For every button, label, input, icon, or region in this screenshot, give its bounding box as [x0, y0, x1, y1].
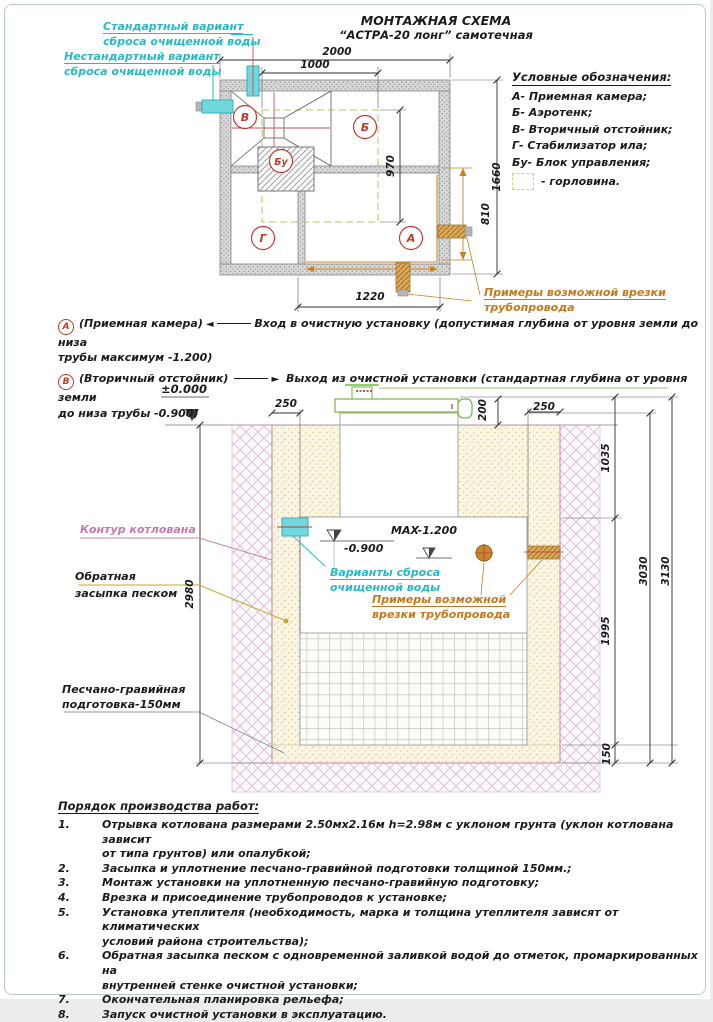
note-a-marker: А: [58, 319, 74, 335]
note-a-text-2: трубы максимум -1.200): [58, 351, 213, 365]
work-item-line: условий района строительства);: [102, 934, 309, 948]
work-item-7: [58, 993, 710, 1008]
note-a-name: (Приемная камера): [79, 317, 203, 330]
work-item-num: 4.: [58, 890, 70, 904]
label-section-tapping-1: [372, 594, 506, 607]
dim-3130: 3130: [660, 556, 672, 586]
legend-item-g: Г- Стабилизатор ила;: [512, 139, 648, 153]
drawing-title: МОНТАЖНАЯ СХЕМА: [360, 13, 512, 28]
work-item-num: 6.: [58, 949, 70, 963]
work-item-line: от типа грунтов) или опалубкой;: [102, 847, 311, 861]
level-zero-label: ±0.000: [161, 382, 208, 396]
dim-1660: 1660: [491, 162, 503, 192]
work-item-line: Монтаж установки на уплотненную песчано-гравийную подготовку;: [102, 876, 540, 890]
dim-250-left: 250: [275, 398, 297, 410]
dim-250-right: 250: [533, 401, 555, 413]
note-a-arrow-icon: ◄: [205, 319, 214, 330]
chamber-label-b: Б: [360, 121, 370, 134]
label-discharge-variants-2: очищенной воды: [330, 581, 441, 594]
note-b-marker: В: [58, 374, 74, 390]
dim-3030: 3030: [638, 556, 650, 586]
chamber-label-bu: Бу: [274, 157, 288, 168]
work-item-line: Засыпка и уплотнение песчано-гравийной подготовки толщиной 150мм.;: [102, 861, 572, 875]
work-item-num: 7.: [58, 993, 70, 1007]
note-b: [58, 371, 713, 420]
label-sand-base-2: подготовка-150мм: [62, 698, 181, 711]
note-a-text-1: Вход в очистную установку (допустимая глубина от уровня земли до низа: [58, 317, 699, 349]
label-pit-contour: Контур котлована: [80, 523, 196, 536]
work-item-num: 1.: [58, 818, 70, 831]
gorlovina-swatch-icon: [512, 173, 534, 190]
note-b-arrow-line: [234, 378, 268, 379]
label-standard-discharge-2: сброса очищенной воды: [103, 35, 261, 48]
work-item-num: 3.: [58, 876, 70, 890]
work-item-line: Окончательная планировка рельефа;: [102, 993, 344, 1007]
dim-200: 200: [477, 399, 489, 421]
work-item-4: [58, 891, 710, 906]
work-item-line: Врезка и присоединение трубопроводов к установке;: [102, 890, 448, 904]
legend: [512, 70, 673, 190]
work-item-6: [58, 949, 710, 993]
dim-1995: 1995: [600, 616, 612, 646]
chamber-label-v: В: [240, 111, 250, 124]
chamber-label-g: Г: [259, 232, 267, 245]
label-section-tapping-2: врезки трубопровода: [372, 608, 511, 621]
dim-810: 810: [480, 203, 492, 225]
dim-150: 150: [601, 743, 613, 765]
work-item-num: 2.: [58, 861, 70, 875]
note-b-name: (Вторичный отстойник): [79, 372, 229, 386]
label-backfill-2: засыпка песком: [75, 587, 178, 600]
work-item-line: Установка утеплителя (необходимость, марка и толщина утеплителя зависят от климатических: [102, 905, 619, 934]
label-nonstandard-discharge-text: Нестандартный вариант: [64, 50, 220, 63]
dim-2980: 2980: [184, 579, 196, 609]
note-a-arrow-line: [217, 323, 251, 324]
work-item-1: [58, 818, 710, 862]
legend-title: Условные обозначения:: [512, 70, 672, 84]
work-item-line: Обратная засыпка песком с одновременной заливкой водой до отметок, промаркированных на: [102, 949, 698, 977]
label-discharge-variants-text: Варианты сброса: [330, 566, 441, 579]
work-item-num: 8.: [58, 1007, 70, 1021]
work-item-num: 5.: [58, 905, 70, 919]
label-section-tapping-text: Примеры возможной: [372, 593, 507, 606]
work-item-2: [58, 862, 710, 877]
work-item-8: [58, 1008, 710, 1022]
note-b-arrow-icon: ►: [271, 374, 280, 386]
dim-1000: 1000: [300, 59, 330, 71]
label-plan-tapping-1: [484, 287, 666, 300]
note-b-text-2: до низа трубы -0.900): [58, 406, 199, 420]
notes-block: [58, 316, 713, 427]
work-item-line: Запуск очистной установки в эксплуатацию.: [102, 1007, 387, 1021]
legend-item-bu: Бу- Блок управления;: [512, 155, 651, 169]
label-plan-tapping-2: трубопровода: [484, 301, 575, 314]
dim-1220: 1220: [355, 291, 385, 303]
work-order-title: Порядок производства работ:: [58, 799, 260, 813]
dim-970: 970: [385, 155, 397, 177]
legend-item-a: А- Приемная камера;: [512, 90, 648, 103]
label-discharge-variants-1: [330, 567, 440, 580]
work-item-3: [58, 876, 710, 891]
legend-item-gorlovina: [512, 173, 673, 190]
label-standard-discharge-1: [103, 21, 243, 34]
work-item-line: Отрывка котлована размерами 2.50мх2.16м h=2.98м с уклоном грунта (уклон котлована зависит: [102, 818, 674, 846]
legend-item-b: Б- Аэротенк;: [512, 106, 593, 120]
label-plan-tapping-text: Примеры возможной врезки: [484, 286, 666, 299]
drawing-subtitle: “АСТРА-20 лонг” самотечная: [339, 28, 533, 42]
dim-2000: 2000: [322, 46, 352, 58]
chamber-label-a: А: [406, 232, 416, 245]
label-sand-base-1: Песчано-гравийная: [62, 683, 186, 696]
legend-item-v: В- Вторичный отстойник;: [512, 122, 673, 136]
label-backfill-1: Обратная: [75, 570, 136, 583]
dim-1035: 1035: [600, 443, 612, 473]
level-0900-label: -0.900: [344, 542, 384, 555]
label-nonstandard-discharge-1: [64, 51, 220, 64]
note-b-text-1: Выход из очистной установки (стандартная глубина от уровня земли: [58, 372, 688, 405]
plan-view: [196, 35, 503, 313]
label-standard-discharge-text: Стандартный вариант: [103, 20, 244, 33]
note-a: [58, 316, 713, 365]
legend-gorlovina-text: - горловина.: [541, 175, 621, 189]
label-nonstandard-discharge-2: сброса очищенной воды: [64, 65, 222, 78]
work-order-list: [58, 795, 710, 1022]
level-max1200-label: MAX-1.200: [391, 524, 457, 537]
work-item-line: внутренней стенке очистной установки;: [102, 978, 358, 992]
work-item-5: [58, 906, 710, 950]
